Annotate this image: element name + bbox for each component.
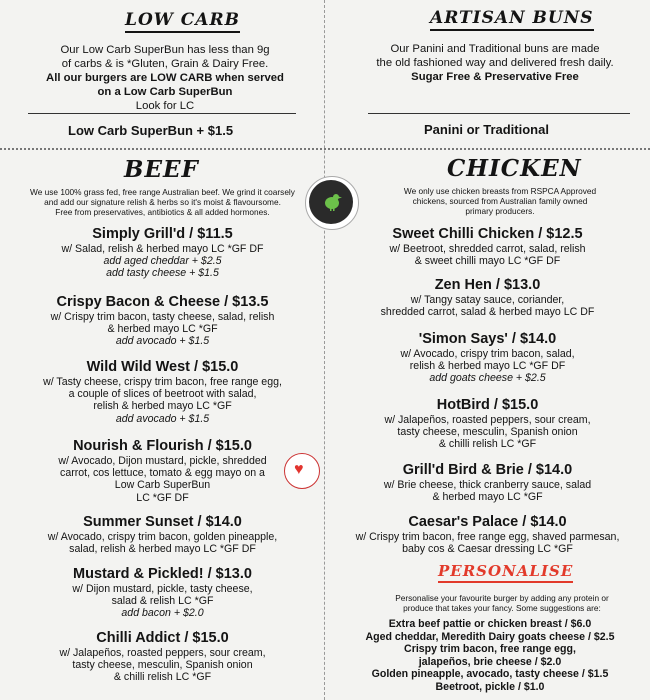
item-description: carrot, cos lettuce, tomato & egg mayo on a (60, 467, 265, 480)
horizontal-divider (0, 148, 650, 150)
artisan-separator (368, 113, 630, 114)
item-name: 'Simon Says' / $14.0 (418, 331, 557, 347)
item-description: & chilli relish LC *GF (113, 671, 212, 684)
item-name: Grill'd Bird & Brie / $14.0 (402, 462, 573, 478)
item-description: relish & herbed mayo LC *GF DF (409, 360, 566, 373)
item-name: Simply Grill'd / $11.5 (92, 226, 233, 242)
beef-menu-item (0, 294, 325, 348)
item-description: salad, relish & herbed mayo LC *GF DF (69, 543, 256, 556)
item-addon: add aged cheddar + $2.5 (103, 255, 222, 268)
item-name: Caesar's Palace / $14.0 (408, 514, 567, 530)
item-description: w/ Crispy trim bacon, tasty cheese, salad, relish (50, 311, 275, 323)
artisan-option: Panini or Traditional (424, 122, 549, 137)
personalise-option: Golden pineapple, avocado, tasty cheese / $1.5 (371, 668, 609, 681)
item-description: relish & herbed mayo LC *GF (93, 400, 232, 413)
item-addon: add avocado + $1.5 (115, 335, 210, 348)
item-description: tasty cheese, mesculin, Spanish onion (397, 426, 578, 439)
item-name: Wild Wild West / $15.0 (86, 359, 239, 375)
chicken-menu-item (325, 226, 650, 267)
artisan-buns-heading: ARTISAN BUNS (430, 8, 594, 31)
low-carb-description: Our Low Carb SuperBun has less than 9g of carbs & is *Gluten, Grain & Dairy Free. All our burgers are LOW CARB when served on a Low Carb SuperBun Look for LC (46, 44, 284, 112)
item-description: & sweet chilli mayo LC *GF DF (414, 255, 561, 268)
item-description: a couple of slices of beetroot with salad, (68, 388, 257, 401)
item-name: Nourish & Flourish / $15.0 (73, 438, 252, 454)
item-description: shredded carrot, salad & herbed mayo LC DF (380, 306, 595, 319)
personalise-intro: Personalise your favourite burger by adding any protein or produce that takes your fancy. Some suggestions are: (395, 593, 609, 614)
item-name: Chilli Addict / $15.0 (96, 630, 229, 646)
item-addon: add tasty cheese + $1.5 (106, 267, 219, 280)
item-description: w/ Tasty cheese, crispy trim bacon, free range egg, (43, 376, 282, 388)
item-addon: add avocado + $1.5 (115, 412, 210, 425)
item-description: w/ Avocado, crispy trim bacon, salad, (400, 348, 575, 360)
item-name: HotBird / $15.0 (436, 397, 539, 413)
item-description: tasty cheese, mesculin, Spanish onion (72, 659, 253, 672)
personalise-heading: PERSONALISE (438, 562, 573, 583)
item-addon: add bacon + $2.0 (121, 607, 204, 620)
beef-menu-item (0, 514, 325, 555)
personalise-option: jalapeños, brie cheese / $2.0 (418, 655, 562, 668)
item-description: & herbed mayo LC *GF (107, 323, 218, 336)
item-description: w/ Jalapeños, roasted peppers, sour cream, (59, 647, 266, 659)
item-description: salad & relish LC *GF (111, 595, 214, 608)
low-carb-separator (28, 113, 296, 114)
chicken-menu-item (325, 331, 650, 385)
heart-icon: ♥ (294, 461, 304, 478)
item-description: w/ Dijon mustard, pickle, tasty cheese, (72, 583, 253, 595)
item-addon: add goats cheese + $2.5 (429, 372, 546, 385)
personalise-options (330, 618, 650, 694)
chicken-menu-item (325, 277, 650, 318)
item-description: w/ Brie cheese, thick cranberry sauce, salad (383, 479, 592, 491)
rspca-approved-badge (305, 176, 359, 230)
chicken-menu-item (325, 514, 650, 555)
beef-menu-item (0, 566, 325, 620)
chicken-icon (321, 190, 343, 212)
item-name: Sweet Chilli Chicken / $12.5 (392, 226, 583, 242)
personalise-option: Aged cheddar, Meredith Dairy goats cheese / $2.5 (365, 630, 615, 643)
beef-menu-item (0, 630, 325, 684)
item-description: w/ Beetroot, shredded carrot, salad, relish (389, 243, 586, 255)
item-description: w/ Crispy trim bacon, free range egg, shaved parmesan, (355, 531, 620, 543)
personalise-option: Crispy trim bacon, free range egg, (404, 643, 576, 656)
personalise-option: Extra beef pattie or chicken breast / $6.0 (388, 618, 592, 630)
beef-menu-item (0, 226, 325, 280)
low-carb-option: Low Carb SuperBun + $1.5 (68, 123, 234, 138)
personalise-option: Beetroot, pickle / $1.0 (435, 680, 545, 693)
item-description: w/ Avocado, crispy trim bacon, golden pineapple, (47, 531, 278, 543)
beef-intro: We use 100% grass fed, free range Australian beef. We grind it coarsely and add our signature relish & herbs so it's moist & flavoursome. Free from preservatives, antibiotics & all added hormones. (30, 187, 295, 218)
chicken-intro: We only use chicken breasts from RSPCA Approved chickens, sourced from Australian family owned primary producers. (403, 186, 597, 217)
item-name: Mustard & Pickled! / $13.0 (73, 566, 252, 582)
low-carb-heading: LOW CARB (125, 10, 240, 33)
artisan-buns-description: Our Panini and Traditional buns are made the old fashioned way and delivered fresh daily. Sugar Free & Preservative Free (376, 43, 614, 83)
beef-menu-item (0, 359, 325, 425)
chicken-heading: CHICKEN (447, 155, 582, 182)
item-name: Crispy Bacon & Cheese / $13.5 (56, 294, 269, 310)
item-description: & chilli relish LC *GF (438, 438, 537, 451)
beef-heading: BEEF (124, 156, 199, 183)
item-description: Low Carb SuperBun (114, 479, 211, 492)
chicken-menu-item (325, 462, 650, 503)
chicken-menu-item (325, 397, 650, 451)
item-name: Summer Sunset / $14.0 (83, 514, 242, 530)
item-name: Zen Hen / $13.0 (434, 277, 541, 293)
item-description: & herbed mayo LC *GF (432, 491, 543, 504)
loved-by-badge (284, 453, 320, 489)
beef-menu-item (0, 438, 325, 504)
item-description: w/ Salad, relish & herbed mayo LC *GF DF (61, 243, 264, 255)
item-description: w/ Jalapeños, roasted peppers, sour cream, (384, 414, 591, 426)
item-description: w/ Tangy satay sauce, coriander, (410, 294, 565, 306)
item-description: w/ Avocado, Dijon mustard, pickle, shredded (58, 455, 267, 467)
item-description: baby cos & Caesar dressing LC *GF (402, 543, 573, 556)
item-description: LC *GF DF (136, 491, 189, 504)
